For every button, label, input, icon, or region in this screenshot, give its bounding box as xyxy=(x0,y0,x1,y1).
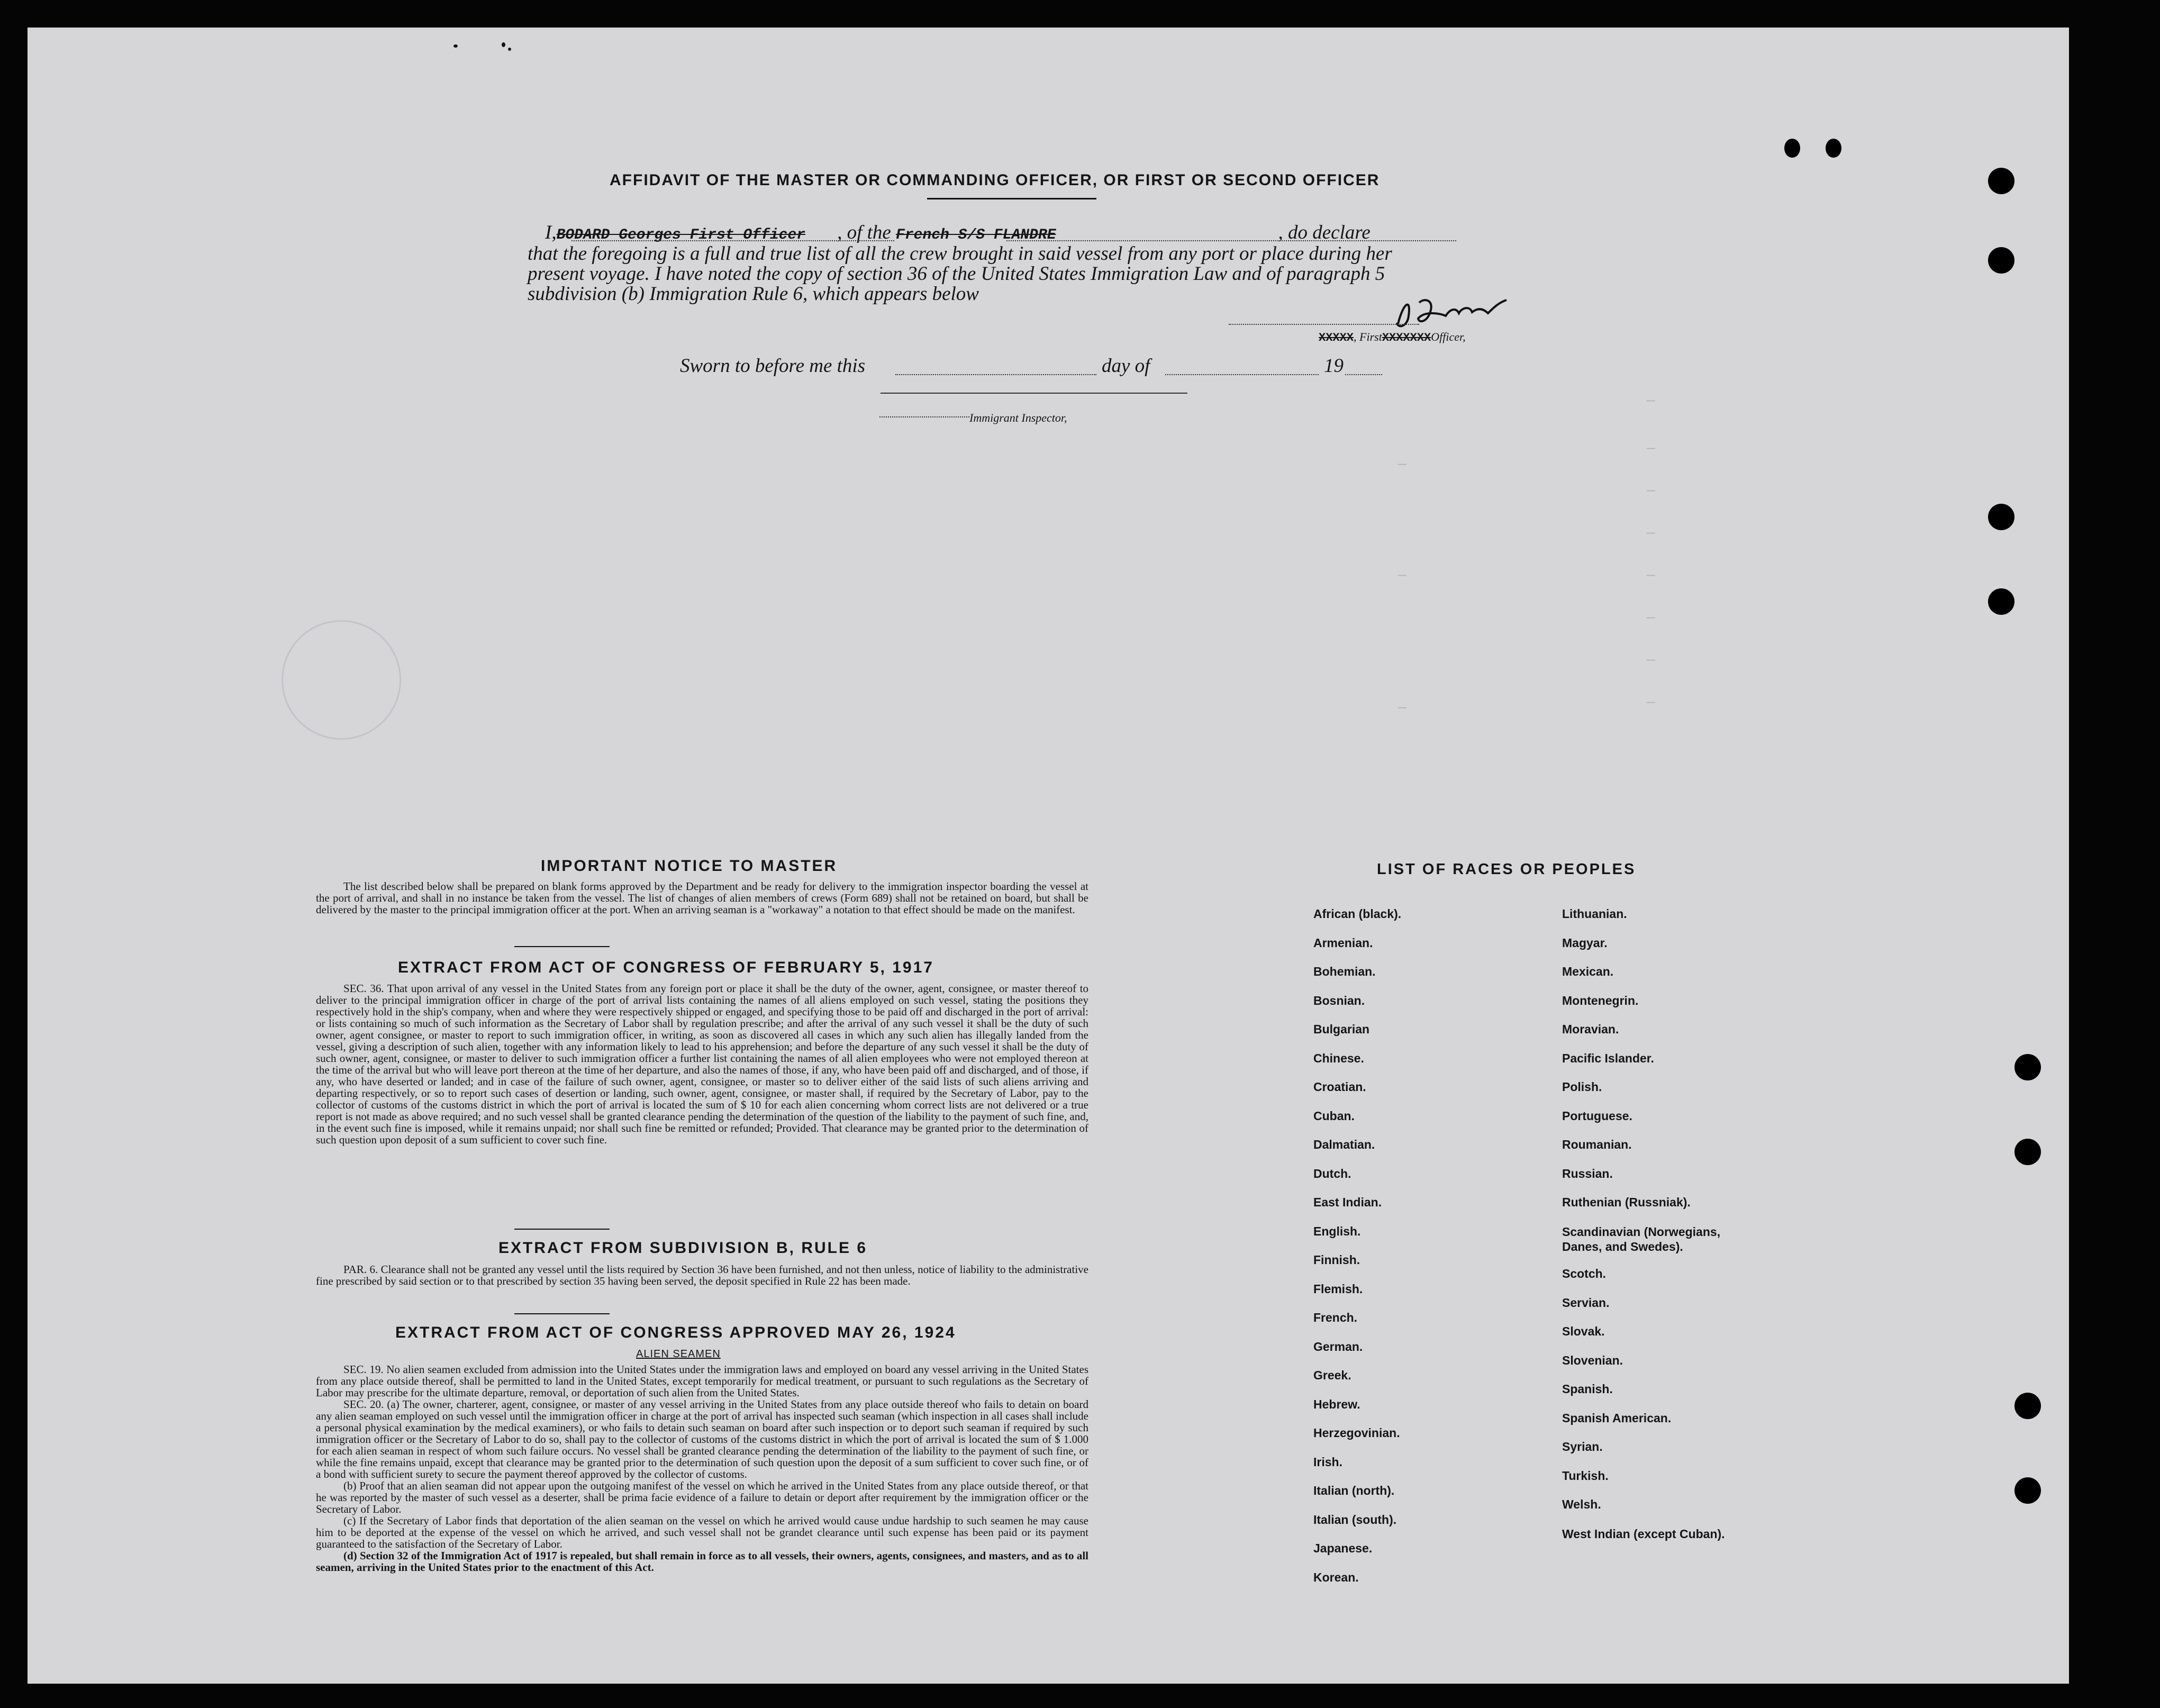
affidavit-title: AFFIDAVIT OF THE MASTER OR COMMANDING OFFICER, OR FIRST OR SECOND OFFICER xyxy=(610,171,1380,189)
notice-paragraph: The list described below shall be prepared on blank forms approved by the Department and be ready for delivery to the immigration inspector boarding the vessel at the port of arrival, and shall in no instance be taken from the vessel. The list of changes of alien members of crews (Form 689) shall not be retained on board, but shall be delivered by the master to the principal immigration officer at the port. When an arriving seaman is a "workaway" a notation to that effect should be made on the manifest. xyxy=(316,880,1088,916)
race-item: German. xyxy=(1313,1339,1363,1353)
race-item: African (black). xyxy=(1313,907,1402,921)
race-item: Syrian. xyxy=(1562,1440,1603,1453)
bleed-through-mark: — xyxy=(1647,652,1655,668)
officer-name-typed: BODARD Georges First Officer xyxy=(556,227,806,243)
struck-title: XXXXX xyxy=(1319,331,1354,344)
vessel-name-typed: French S/S FLANDRE xyxy=(896,227,1056,243)
race-item: Russian. xyxy=(1562,1166,1613,1180)
sec-36-paragraph: SEC. 36. That upon arrival of any vessel in the United States from any foreign port or place it shall be the duty of the owner, agent, consignee, or master thereof to deliver to the principal immigration officer in charge of the port of arrival lists containing the names of all aliens employed on such vessel, stating the positions they respectively hold in the ship's company, when and where they were respectively shipped or engaged, and specifying those to be paid off and discharged in the port of arrival: or lists containing so much of such information as the Secretary of Labor shall by regulation prescribe; and after the arrival of any such vessel it shall be the duty of such owner, agent consignee, or master to report to such immigration officer, in writing, as soon as discovered all cases in which any such alien has illegally landed from the vessel, giving a description of such alien, together with any information likely to lead to his apprehension; and before the departure of any such vessel it shall be the duty of such owner, agent, consignee, or master to deliver to such immigration officer a further list containing the names of all alien employees who were not employed thereon at the time of the arrival but who will leave port thereon at the time of her departure, and also the names of those, if any, who have been paid off and discharged, and of those, if any, who have deserted or landed; and in case of the failure of such owner, agent, consignee, or master so to deliver either of the said lists of such aliens arriving and departing respectively, or so to report such cases of desertion or landing, such owner, agent, consignee, or master shall, if required by the Secretary of Labor, pay to the collector of customs of the customs district in which the port of arrival is located the sum of $ 10 for each alien concerning whom correct lists are not delivered or a true report is not made as above required; and no such vessel shall be granted clearance pending the determination of the question of the liability to the payment of such fine, and, in the event such fine is imposed, while it remains unpaid; nor shall such fine be remitted or refunded; Provided. That clearance may be granted prior to the determination of such question upon deposit of a sum sufficient to cover such fine. xyxy=(316,982,1088,1146)
race-item: Mexican. xyxy=(1562,965,1614,978)
race-item: Italian (south). xyxy=(1313,1512,1397,1527)
race-item: East Indian. xyxy=(1313,1195,1382,1209)
punch-hole xyxy=(1988,588,2014,615)
sec-20d-paragraph: (d) Section 32 of the Immigration Act of 1917 is repealed, but shall remain in force as to all vessels, their owners, agents, consignees, and masters, and as to all seamen, arriving in the United States prior to the enactment of this Act. xyxy=(316,1549,1088,1574)
race-item: Irish. xyxy=(1313,1455,1342,1469)
subdivision-b-underline xyxy=(514,1313,610,1314)
race-item: Servian. xyxy=(1562,1295,1610,1310)
do-declare-text: , do declare xyxy=(1278,222,1371,243)
faint-stamp-bleed xyxy=(282,620,401,740)
caption-officer: Officer, xyxy=(1431,330,1466,343)
race-item: Spanish American. xyxy=(1562,1411,1672,1425)
race-item: Turkish. xyxy=(1562,1468,1609,1483)
race-item: Armenian. xyxy=(1313,935,1373,950)
race-item: Finnish. xyxy=(1313,1253,1360,1267)
races-title: LIST OF RACES OR PEOPLES xyxy=(1377,861,1636,878)
punch-hole xyxy=(2014,1477,2041,1504)
alien-seamen-subtitle: ALIEN SEAMEN xyxy=(636,1348,721,1360)
punch-hole xyxy=(1988,504,2014,530)
race-item: Korean. xyxy=(1313,1570,1359,1584)
punch-hole xyxy=(1988,247,2014,274)
race-item: Japanese. xyxy=(1313,1541,1373,1555)
race-item: Portuguese. xyxy=(1562,1109,1632,1123)
caption-first: , First xyxy=(1354,330,1382,343)
race-item: Greek. xyxy=(1313,1368,1351,1382)
speck xyxy=(502,42,505,47)
race-item: Roumanian. xyxy=(1562,1138,1632,1151)
bleed-through-mark: — xyxy=(1647,610,1655,625)
bleed-through-mark: — xyxy=(1398,699,1406,715)
day-of-text: day of xyxy=(1102,355,1150,377)
sec-20b-paragraph: (b) Proof that an alien seaman did not appear upon the outgoing manifest of the vessel on which he arrived in the United States from any place outside thereof, or that he was reported by the master of such vessel as a deserter, shall be prima facie evidence of a failure to detain or deport after requirement by the immigration officer or the Secretary of Labor. xyxy=(316,1479,1088,1515)
sworn-day-line xyxy=(895,374,1096,375)
of-the-text: , of the xyxy=(837,222,891,243)
race-item: Herzegovinian. xyxy=(1313,1426,1400,1440)
bleed-through-mark: — xyxy=(1647,393,1655,408)
subdivision-b-title: EXTRACT FROM SUBDIVISION B, RULE 6 xyxy=(498,1239,868,1257)
race-item: Bulgarian xyxy=(1313,1022,1370,1036)
affidavit-line-2: that the foregoing is a full and true list of all the crew brought in said vessel from any port or place during her xyxy=(528,243,1392,265)
race-item: Italian (north). xyxy=(1313,1484,1395,1497)
race-item: Dutch. xyxy=(1313,1166,1351,1180)
title-underline xyxy=(927,198,1096,199)
race-item: Croatian. xyxy=(1313,1080,1366,1094)
sworn-text: Sworn to before me this xyxy=(680,355,866,377)
affidavit-line-3: present voyage. I have noted the copy of section 36 of the United States Immigration Law and of paragraph 5 xyxy=(528,263,1385,285)
race-item: English. xyxy=(1313,1224,1361,1238)
notice-title: IMPORTANT NOTICE TO MASTER xyxy=(541,857,838,875)
race-item: Flemish. xyxy=(1313,1282,1363,1296)
race-item: Scotch. xyxy=(1562,1267,1607,1280)
bleed-through-mark: — xyxy=(1647,525,1655,541)
race-item: French. xyxy=(1313,1311,1358,1324)
document-page xyxy=(28,28,2069,1684)
race-item: Hebrew. xyxy=(1313,1397,1360,1411)
race-item: Chinese. xyxy=(1313,1051,1364,1065)
race-item: Magyar. xyxy=(1562,935,1608,950)
notice-body xyxy=(316,880,1088,915)
bleed-through-mark: — xyxy=(1398,456,1406,472)
race-item: Cuban. xyxy=(1313,1109,1355,1123)
race-item: Montenegrin. xyxy=(1562,993,1639,1007)
sec-20c-paragraph: (c) If the Secretary of Labor finds that deportation of the alien seaman on the vessel on which he arrived would cause undue hardship to such seamen he may cause him to be deported at the expense of the vessel on which he arrived, and such vessel shall not be grandet clearance until such expense has been paid or its payment guaranteed to the satisfaction of the Secretary of Labor. xyxy=(316,1514,1088,1550)
bleed-through-mark: — xyxy=(1647,483,1655,498)
bleed-through-mark: — xyxy=(1647,567,1655,583)
sec-20a-paragraph: SEC. 20. (a) The owner, charterer, agent, consignee, or master of any vessel arriving in the United States from any place outside thereof who fails to detain on board any alien seaman employed on such vessel until the immigration officer in charge at the port of arrival has inspected such seaman (which inspection in all cases shall include a personal physical examination by the medical examiners), or who fails to detain such seaman on board after such inspection or to deport such seaman if required by such immigration officer or the Secretary of Labor to do so, shall pay to the collector of customs of the customs district in which the port of arrival is located the sum of $ 1.000 for each alien seaman in respect of whom such failure occurs. No vessel shall be granted clearance pending the determination of the liability to the payment of such fine, or while the fine remains unpaid, except that clearance may be granted prior to the determination of such question upon the deposit of a sum sufficient to cover such fine, or of a bond with sufficient surety to secure the payment thereof approved by the collector of customs. xyxy=(316,1398,1088,1480)
race-item: West Indian (except Cuban). xyxy=(1562,1527,1725,1541)
par-6-paragraph: PAR. 6. Clearance shall not be granted any vessel until the lists required by Section 36 have been furnished, and not then unless, notice of liability to the administrative fine prescribed by said section or to that prescribed by section 35 having been served, the deposit specified in Rule 22 has been made. xyxy=(316,1263,1088,1287)
race-item: Spanish. xyxy=(1562,1382,1613,1396)
race-item: Bohemian. xyxy=(1313,965,1376,978)
vessel-fill-line xyxy=(1006,240,1456,241)
extract-1924-body xyxy=(316,1364,1088,1573)
extract-1917-title: EXTRACT FROM ACT OF CONGRESS OF FEBRUARY 5, 1917 xyxy=(398,959,934,976)
race-item: Polish. xyxy=(1562,1080,1602,1094)
race-item: Dalmatian. xyxy=(1313,1138,1375,1151)
punch-hole xyxy=(2014,1139,2041,1165)
struck-title-2: XXXXXXX xyxy=(1382,331,1431,344)
notice-underline xyxy=(514,946,610,947)
extract-1917-underline xyxy=(514,1229,610,1230)
sworn-year-line xyxy=(1345,374,1382,375)
subdivision-b-body xyxy=(316,1264,1088,1287)
inspector-dot-line xyxy=(879,416,969,417)
signature-caption xyxy=(1319,326,1466,349)
punch-hole xyxy=(2014,1054,2041,1080)
inspector-signature-line xyxy=(881,393,1187,394)
punch-hole xyxy=(1826,139,1841,158)
name-fill-line xyxy=(571,240,894,241)
bleed-through-mark: — xyxy=(1647,440,1655,456)
extract-1917-body xyxy=(316,983,1088,1146)
sec-19-paragraph: SEC. 19. No alien seamen excluded from admission into the United States under the immigration laws and employed on board any vessel arriving in the United States from any place outside thereof, shall be permitted to land in the United States, except temporarily for medical treatment, or pursuant to such regulations as the Secretary of Labor may prescribe for the ultimate departure, removal, or deportation of such alien from the United States. xyxy=(316,1363,1088,1399)
race-item: Slovak. xyxy=(1562,1324,1605,1338)
speck xyxy=(453,44,458,48)
year-prefix: 19 xyxy=(1324,355,1344,377)
affidavit-line-4: subdivision (b) Immigration Rule 6, which appears below xyxy=(528,283,979,305)
sworn-month-line xyxy=(1165,374,1319,375)
race-item: Slovenian. xyxy=(1562,1353,1623,1367)
punch-hole xyxy=(1988,168,2014,194)
race-item: Scandinavian (Norwegians, Danes, and Swedes). xyxy=(1562,1224,1721,1253)
signature-line xyxy=(1229,324,1419,325)
inspector-label: Immigrant Inspector, xyxy=(969,411,1067,424)
bleed-through-mark: — xyxy=(1647,694,1655,710)
race-item: Bosnian. xyxy=(1313,993,1365,1007)
race-item: Pacific Islander. xyxy=(1562,1051,1654,1065)
race-item: Lithuanian. xyxy=(1562,907,1627,921)
speck xyxy=(508,48,511,51)
punch-hole xyxy=(2014,1393,2041,1419)
race-item: Moravian. xyxy=(1562,1022,1619,1036)
extract-1924-title: EXTRACT FROM ACT OF CONGRESS APPROVED MAY 26, 1924 xyxy=(395,1324,956,1341)
bleed-through-mark: — xyxy=(1398,567,1406,583)
i-prefix: I, xyxy=(545,222,557,243)
race-item: Welsh. xyxy=(1562,1497,1601,1511)
race-item: Ruthenian (Russniak). xyxy=(1562,1195,1691,1209)
punch-hole xyxy=(1784,139,1800,158)
